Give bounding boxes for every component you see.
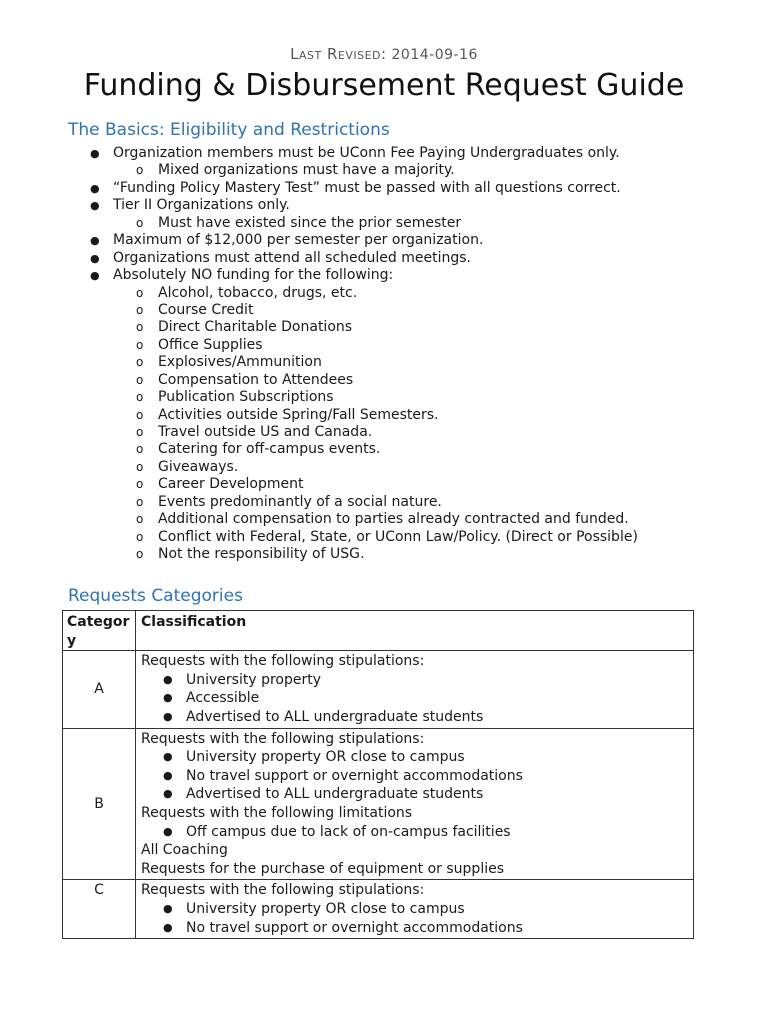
list-item-text: Alcohol, tobacco, drugs, etc. bbox=[158, 284, 358, 301]
list-item bbox=[0, 302, 768, 319]
list-item-text: Absolutely NO funding for the following: bbox=[113, 267, 394, 284]
list-item-text: Giveaways. bbox=[158, 458, 239, 475]
basics-list bbox=[0, 145, 768, 564]
list-item bbox=[0, 372, 768, 389]
classification-bullet bbox=[141, 900, 689, 919]
list-item bbox=[0, 546, 768, 563]
classification-line-text: Requests with the following stipulations: bbox=[141, 730, 425, 747]
bullet-circle-icon: o bbox=[136, 529, 144, 544]
bullet-circle-icon: o bbox=[136, 547, 144, 562]
bullet-dot-icon: ● bbox=[163, 672, 173, 686]
bullet-dot-icon: ● bbox=[163, 824, 173, 838]
classification-text bbox=[141, 881, 689, 900]
classification-bullet bbox=[141, 823, 689, 842]
categories-heading: Requests Categories bbox=[68, 586, 243, 606]
list-item-text: Tier II Organizations only. bbox=[113, 197, 290, 214]
classification-line-text: No travel support or overnight accommodations bbox=[186, 767, 523, 784]
category-cell bbox=[63, 880, 136, 939]
bullet-circle-icon: o bbox=[136, 459, 144, 474]
list-item-text: Additional compensation to parties already contracted and funded. bbox=[158, 511, 629, 528]
classification-line-text: Advertised to ALL undergraduate students bbox=[186, 786, 484, 803]
list-item bbox=[0, 145, 768, 162]
list-item-text: Travel outside US and Canada. bbox=[158, 424, 373, 440]
category-cell bbox=[63, 728, 136, 880]
list-item-text: Events predominantly of a social nature. bbox=[158, 493, 442, 510]
category-letter: A bbox=[94, 681, 104, 698]
bullet-dot-icon: ● bbox=[90, 269, 100, 283]
classification-bullet bbox=[141, 748, 689, 767]
list-item-text: Organization members must be UConn Fee Paying Undergraduates only. bbox=[113, 145, 620, 161]
classification-line-text: Requests with the following limitations bbox=[141, 804, 413, 821]
bullet-dot-icon: ● bbox=[163, 787, 173, 801]
table-header-row bbox=[63, 611, 694, 651]
bullet-circle-icon: o bbox=[136, 215, 144, 230]
bullet-circle-icon: o bbox=[136, 163, 144, 178]
category-letter: C bbox=[94, 882, 104, 899]
list-item-text: Direct Charitable Donations bbox=[158, 319, 353, 336]
classification-bullet bbox=[141, 785, 689, 804]
list-item-text: “Funding Policy Mastery Test” must be passed with all questions correct. bbox=[113, 179, 621, 196]
bullet-circle-icon: o bbox=[136, 390, 144, 405]
classification-text bbox=[141, 841, 689, 860]
list-item bbox=[0, 494, 768, 511]
list-item bbox=[0, 180, 768, 197]
classification-line-text: Accessible bbox=[186, 690, 260, 707]
bullet-circle-icon: o bbox=[136, 320, 144, 335]
table-row bbox=[63, 880, 694, 939]
bullet-dot-icon: ● bbox=[163, 920, 173, 934]
bullet-dot-icon: ● bbox=[163, 901, 173, 915]
last-revised-date: 2014-09-16 bbox=[391, 47, 478, 63]
category-letter: B bbox=[94, 795, 104, 812]
classification-cell bbox=[136, 651, 694, 728]
classification-text bbox=[141, 730, 689, 749]
bullet-circle-icon: o bbox=[136, 302, 144, 317]
list-item bbox=[0, 250, 768, 267]
list-item-text: Catering for off-campus events. bbox=[158, 441, 381, 458]
list-item-text: Office Supplies bbox=[158, 336, 263, 353]
page-title: Funding & Disbursement Request Guide bbox=[83, 68, 685, 103]
bullet-dot-icon: ● bbox=[90, 181, 100, 195]
list-item bbox=[0, 441, 768, 458]
list-item bbox=[0, 215, 768, 232]
bullet-dot-icon: ● bbox=[90, 251, 100, 265]
bullet-circle-icon: o bbox=[136, 442, 144, 457]
classification-line-text: University property bbox=[186, 671, 322, 688]
list-item bbox=[0, 407, 768, 424]
list-item bbox=[0, 232, 768, 249]
bullet-circle-icon: o bbox=[136, 407, 144, 422]
list-item bbox=[0, 285, 768, 302]
bullet-dot-icon: ● bbox=[163, 691, 173, 705]
classification-line-text: No travel support or overnight accommodations bbox=[186, 919, 523, 936]
list-item bbox=[0, 267, 768, 284]
list-item-text: Career Development bbox=[158, 476, 304, 493]
bullet-circle-icon: o bbox=[136, 477, 144, 492]
bullet-circle-icon: o bbox=[136, 372, 144, 387]
header-classification-label: Classification bbox=[141, 614, 247, 630]
list-item bbox=[0, 197, 768, 214]
classification-line-text: All Coaching bbox=[141, 842, 228, 859]
classification-cell bbox=[136, 728, 694, 880]
classification-line-text: Requests with the following stipulations: bbox=[141, 882, 425, 899]
bullet-dot-icon: ● bbox=[163, 709, 173, 723]
list-item-text: Publication Subscriptions bbox=[158, 389, 334, 406]
list-item bbox=[0, 424, 768, 441]
classification-bullet bbox=[141, 708, 689, 727]
last-revised-line bbox=[0, 45, 768, 63]
header-category-label: Category bbox=[67, 614, 130, 649]
list-item-text: Course Credit bbox=[158, 301, 254, 318]
classification-text bbox=[141, 804, 689, 823]
list-item bbox=[0, 459, 768, 476]
list-item bbox=[0, 511, 768, 528]
header-cell-category bbox=[63, 611, 136, 651]
list-item-text: Mixed organizations must have a majority. bbox=[158, 162, 455, 179]
basics-heading: The Basics: Eligibility and Restrictions bbox=[68, 120, 390, 140]
classification-line-text: Requests for the purchase of equipment or supplies bbox=[141, 860, 505, 877]
classification-line-text: Advertised to ALL undergraduate students bbox=[186, 708, 484, 725]
list-item bbox=[0, 476, 768, 493]
table-row bbox=[63, 651, 694, 728]
classification-line-text: Requests with the following stipulations: bbox=[141, 653, 425, 670]
list-item bbox=[0, 162, 768, 179]
bullet-dot-icon: ● bbox=[90, 234, 100, 248]
classification-bullet bbox=[141, 767, 689, 786]
list-item bbox=[0, 319, 768, 336]
list-item-text: Explosives/Ammunition bbox=[158, 354, 322, 371]
list-item-text: Organizations must attend all scheduled meetings. bbox=[113, 249, 472, 266]
classification-text bbox=[141, 652, 689, 671]
last-revised-label: Last Revised: bbox=[290, 45, 387, 63]
bullet-circle-icon: o bbox=[136, 337, 144, 352]
classification-bullet bbox=[141, 919, 689, 938]
classification-bullet bbox=[141, 671, 689, 690]
classification-line-text: University property OR close to campus bbox=[186, 900, 465, 917]
bullet-circle-icon: o bbox=[136, 355, 144, 370]
bullet-dot-icon: ● bbox=[163, 750, 173, 764]
list-item-text: Compensation to Attendees bbox=[158, 371, 354, 388]
classification-text bbox=[141, 860, 689, 879]
list-item bbox=[0, 389, 768, 406]
list-item bbox=[0, 354, 768, 371]
list-item-text: Maximum of $12,000 per semester per organization. bbox=[113, 232, 484, 249]
list-item-text: Conflict with Federal, State, or UConn Law/Policy. (Direct or Possible) bbox=[158, 528, 638, 545]
bullet-dot-icon: ● bbox=[90, 147, 100, 160]
bullet-circle-icon: o bbox=[136, 494, 144, 509]
bullet-dot-icon: ● bbox=[90, 199, 100, 213]
list-item-text: Must have existed since the prior semester bbox=[158, 214, 462, 231]
classification-line-text: University property OR close to campus bbox=[186, 749, 465, 766]
classification-bullet bbox=[141, 689, 689, 708]
bullet-circle-icon: o bbox=[136, 425, 144, 439]
bullet-circle-icon: o bbox=[136, 512, 144, 527]
classification-line-text: Off campus due to lack of on-campus facilities bbox=[186, 823, 511, 840]
categories-table bbox=[62, 610, 694, 939]
list-item bbox=[0, 337, 768, 354]
bullet-dot-icon: ● bbox=[163, 768, 173, 782]
list-item bbox=[0, 529, 768, 546]
bullet-circle-icon: o bbox=[136, 285, 144, 300]
table-row bbox=[63, 728, 694, 880]
classification-cell bbox=[136, 880, 694, 939]
list-item-text: Not the responsibility of USG. bbox=[158, 546, 365, 563]
category-cell bbox=[63, 651, 136, 728]
header-cell-classification bbox=[136, 611, 694, 651]
list-item-text: Activities outside Spring/Fall Semesters. bbox=[158, 406, 439, 423]
